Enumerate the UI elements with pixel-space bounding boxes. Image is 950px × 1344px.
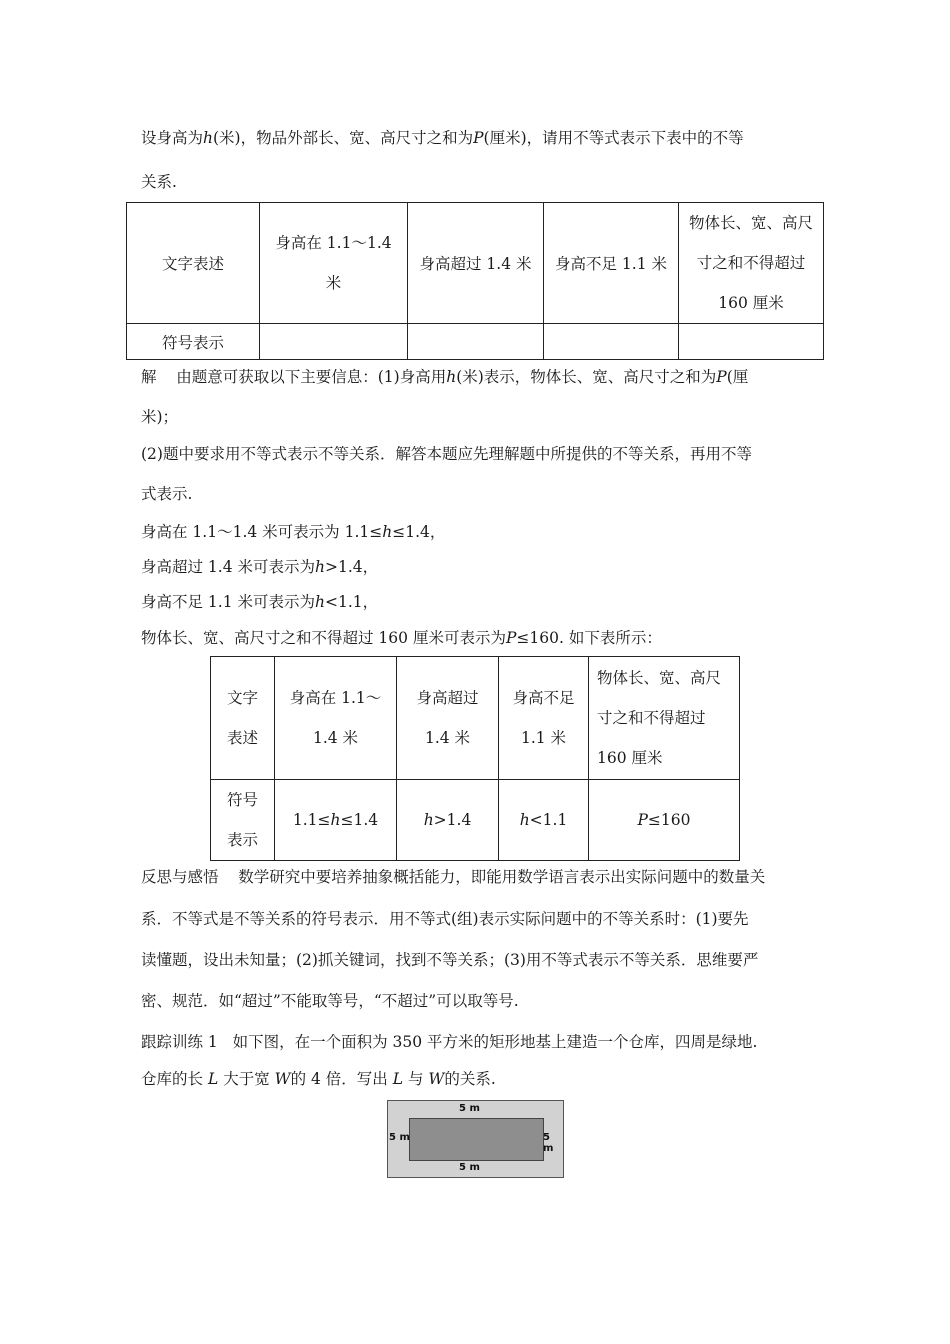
solution-label: 解	[141, 368, 157, 386]
row-header-text: 文字表述	[127, 203, 260, 324]
symbol-height-under: h<1.1	[499, 780, 589, 861]
symbol-height-over: h>1.4	[397, 780, 499, 861]
cell-height-range: 身高在 1.1～ 1.4 米	[275, 657, 397, 780]
var-P: P	[473, 129, 484, 147]
blank-cell	[408, 324, 544, 360]
var-h: h	[203, 129, 213, 147]
solution-line-1: 解 由题意可获取以下主要信息：(1)身高用h(米)表示，物体长、宽、高尺寸之和为P(厘	[141, 368, 749, 386]
cell-size-limit: 物体长、宽、高尺 寸之和不得超过 160 厘米	[589, 657, 740, 780]
blank-cell	[679, 324, 824, 360]
solution-line-3: (2)题中要求用不等式表示不等关系．解答本题应先理解题中所提供的不等关系，再用不等	[141, 445, 752, 463]
solution-statement-2: 身高超过 1.4 米可表示为h>1.4，	[141, 558, 379, 576]
warehouse-rect	[409, 1118, 544, 1161]
answer-table	[210, 656, 740, 861]
intro-line-2: 关系.	[141, 173, 177, 191]
solution-statement-1: 身高在 1.1～1.4 米可表示为 1.1≤h≤1.4，	[141, 523, 446, 541]
cell-height-range: 身高在 1.1～1.4 米	[260, 203, 408, 324]
reflection-label: 反思与感悟	[141, 868, 219, 886]
bottom-margin-label: 5 m	[459, 1162, 480, 1173]
solution-line-2: 米)；	[141, 408, 179, 426]
top-margin-label: 5 m	[459, 1103, 480, 1114]
blank-cell	[260, 324, 408, 360]
cell-size-limit: 物体长、宽、高尺寸之和不得超过 160 厘米	[679, 203, 824, 324]
reflection-line-2: 系．不等式是不等关系的符号表示．用不等式(组)表示实际问题中的不等关系时：(1)要先	[141, 910, 749, 928]
row-header-symbol: 符号 表示	[211, 780, 275, 861]
cell-height-under: 身高不足 1.1 米	[499, 657, 589, 780]
reflection-line-1: 反思与感悟 数学研究中要培养抽象概括能力，即能用数学语言表示出实际问题中的数量关	[141, 868, 766, 886]
blank-cell	[544, 324, 679, 360]
cell-height-over: 身高超过 1.4 米	[397, 657, 499, 780]
row-header-symbol: 符号表示	[127, 324, 260, 360]
row-header-text: 文字 表述	[211, 657, 275, 780]
reflection-line-3: 读懂题，设出未知量；(2)抓关键词，找到不等关系；(3)用不等式表示不等关系．思维要严	[141, 951, 759, 969]
symbol-height-range: 1.1≤h≤1.4	[275, 780, 397, 861]
cell-height-over: 身高超过 1.4 米	[408, 203, 544, 324]
exercise-label: 跟踪训练 1	[141, 1033, 218, 1051]
exercise-line-1: 跟踪训练 1 如下图，在一个面积为 350 平方米的矩形地基上建造一个仓库，四周是绿地.	[141, 1033, 758, 1051]
warehouse-figure	[387, 1100, 564, 1178]
solution-statement-4: 物体长、宽、高尺寸之和不得超过 160 厘米可表示为P≤160. 如下表所示：	[141, 629, 662, 647]
solution-statement-3: 身高不足 1.1 米可表示为h<1.1，	[141, 593, 379, 611]
solution-line-4: 式表示.	[141, 485, 193, 503]
reflection-line-4: 密、规范．如“超过”不能取等号，“不超过”可以取等号.	[141, 992, 519, 1010]
left-margin-label: 5 m	[389, 1132, 410, 1143]
cell-height-under: 身高不足 1.1 米	[544, 203, 679, 324]
intro-line-1: 设身高为h(米)，物品外部长、宽、高尺寸之和为P(厘米)，请用不等式表示下表中的不等	[141, 129, 744, 147]
exercise-line-2: 仓库的长 L 大于宽 W的 4 倍．写出 L 与 W的关系.	[141, 1070, 496, 1088]
right-margin-label: 5 m	[543, 1132, 554, 1154]
symbol-size-limit: P≤160	[589, 780, 740, 861]
problem-table	[126, 202, 824, 360]
